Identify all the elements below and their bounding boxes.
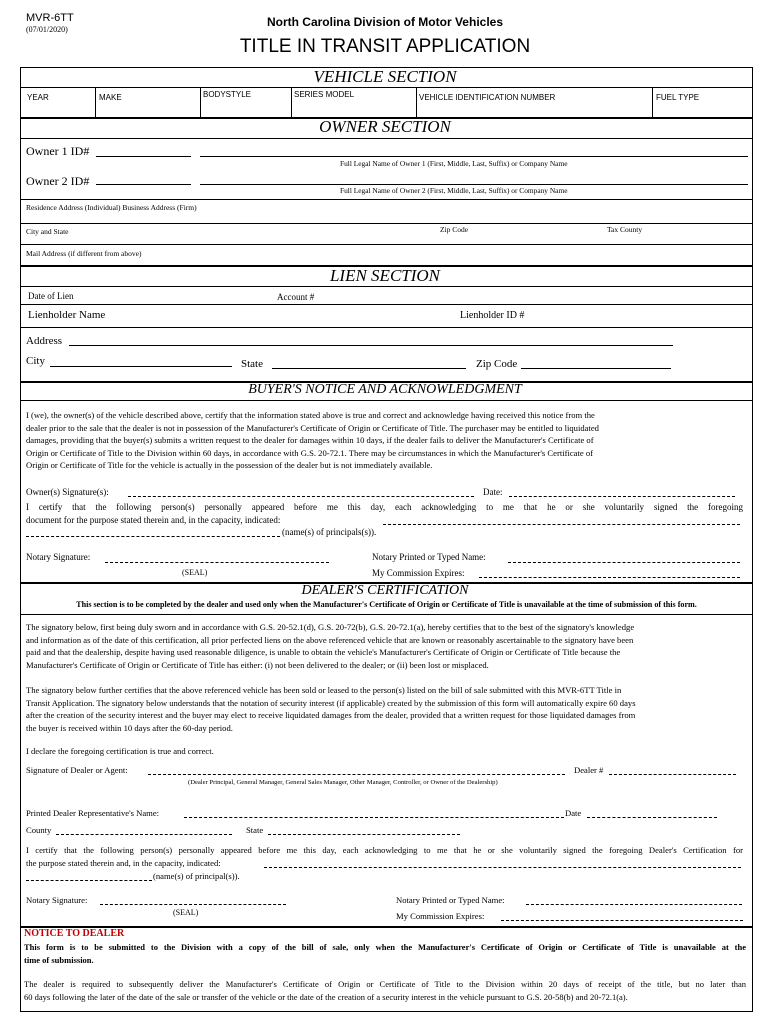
vehicle-col-vin: VEHICLE IDENTIFICATION NUMBER xyxy=(419,93,556,102)
owner-date-label: Date: xyxy=(483,487,503,497)
city-state-label: City and State xyxy=(26,227,69,236)
dealer-principals-field[interactable] xyxy=(26,880,152,881)
buyer-notary-printed-label: Notary Printed or Typed Name: xyxy=(372,552,486,562)
dealer-state-label: State xyxy=(246,825,264,835)
county-field[interactable] xyxy=(56,834,232,835)
buyer-notary-cert-line2: document for the purpose stated therein and, in the capacity, indicated: xyxy=(26,515,281,525)
owner2-id-field[interactable] xyxy=(96,184,191,185)
dealer-principals-label: (name(s) of principal(s)). xyxy=(153,871,240,881)
printed-rep-field[interactable] xyxy=(184,817,564,818)
dealer-state-field[interactable] xyxy=(268,834,460,835)
dealer-notary-cert-line2: the purpose stated therein and, in the capacity, indicated: xyxy=(26,858,221,868)
lien-address-label: Address xyxy=(26,335,63,347)
dealer-date-label: Date xyxy=(565,808,582,818)
notice-heading: NOTICE TO DEALER xyxy=(24,928,125,939)
buyer-seal-label: (SEAL) xyxy=(182,568,208,577)
buyer-section-heading: BUYER'S NOTICE AND ACKNOWLEDGMENT xyxy=(248,382,522,397)
buyer-notary-printed-field[interactable] xyxy=(508,562,740,563)
lien-zip-label: Zip Code xyxy=(476,358,518,370)
printed-rep-label: Printed Dealer Representative's Name: xyxy=(26,808,160,818)
dealer-notary-signature-label: Notary Signature: xyxy=(26,895,88,905)
zip-label: Zip Code xyxy=(440,225,469,234)
page-title: TITLE IN TRANSIT APPLICATION xyxy=(239,36,531,57)
dealer-notary-signature-field[interactable] xyxy=(100,904,286,905)
account-label: Account # xyxy=(277,292,315,302)
dealer-notary-cert-line1: I certify that the following person(s) personally appeared before me this day, each acknowledging to me that he or she voluntarily signed the foregoing Dealer's Certification for xyxy=(26,845,743,855)
owner2-id-label: Owner 2 ID# xyxy=(26,174,90,188)
owner2-name-caption: Full Legal Name of Owner 2 (First, Middle, Last, Suffix) or Company Name xyxy=(340,186,568,195)
dealer-date-field[interactable] xyxy=(587,817,717,818)
buyer-commission-field[interactable] xyxy=(479,577,740,578)
form-id: MVR-6TT xyxy=(26,12,74,24)
lien-city-field[interactable] xyxy=(50,366,232,367)
dealer-signature-caption: (Dealer Principal, General Manager, General Sales Manager, Other Manager, Controller, or Owner of the Dealership) xyxy=(188,779,498,786)
dealer-notary-printed-field[interactable] xyxy=(526,904,742,905)
buyer-notice-text: I (we), the owner(s) of the vehicle described above, certify that the information stated above is true and correct and acknowledge having received this notice from the dealer prior to the sale that the dealer is not in possession of the Manufacturer's Certificate of Origin or Certificate of Title. The purchaser may be entitled to liquidated damages, providing that the buyer(s) submits a written request to the dealer for damages within 10 days, if the dealer fails to deliver the Manufacturer's Certificate of Origin or Certificate of Title to the Division within 60 days, in accordance with G.S. 20-72.1. There may be circumstances in which the Manufacturer's Certificate of Origin or Certificate of Title for the vehicle is actually in the possession of the dealer but is not immediately available. xyxy=(26,410,599,471)
vehicle-section-heading: VEHICLE SECTION xyxy=(313,67,457,86)
dealer-declaration: I declare the foregoing certification is true and correct. xyxy=(26,746,214,756)
dealer-seal-label: (SEAL) xyxy=(173,908,199,917)
buyer-commission-label: My Commission Expires: xyxy=(372,568,465,578)
lien-state-label: State xyxy=(241,358,263,370)
owner-section-heading: OWNER SECTION xyxy=(319,117,451,136)
owner1-name-field[interactable] xyxy=(200,156,748,157)
vehicle-col-fuel: FUEL TYPE xyxy=(656,93,700,102)
lien-date-label: Date of Lien xyxy=(28,291,74,301)
buyer-principals-label: (name(s) of principals(s)). xyxy=(282,527,377,537)
dealer-notary-printed-label: Notary Printed or Typed Name: xyxy=(396,895,505,905)
lienholder-id-label: Lienholder ID # xyxy=(460,310,525,321)
vehicle-col-series: SERIES MODEL xyxy=(294,90,355,99)
owner2-name-field[interactable] xyxy=(200,184,748,185)
owner-signature-label: Owner(s) Signature(s): xyxy=(26,487,109,497)
mail-address-label: Mail Address (if different from above) xyxy=(26,249,142,258)
county-label: County xyxy=(26,825,52,835)
lien-city-label: City xyxy=(26,355,45,367)
notice-text-line2: 60 days following the later of the date of the sale or transfer of the vehicle or the date of the creation of a security interest in the vehicle pursuant to G.S. 20-58(b) and 20-72.1(a). xyxy=(24,992,628,1002)
lien-section-heading: LIEN SECTION xyxy=(329,266,441,285)
vehicle-col-year: YEAR xyxy=(27,93,49,102)
buyer-notary-cert-line1: I certify that the following person(s) personally appeared before me this day, each acknowledging to me that he or she voluntarily signed the foregoing xyxy=(26,502,743,512)
tax-county-label: Tax County xyxy=(607,225,643,234)
agency-name: North Carolina Division of Motor Vehicles xyxy=(266,15,504,29)
residence-address-field[interactable] xyxy=(20,213,753,223)
vehicle-col-bodystyle: BODYSTYLE xyxy=(203,90,252,99)
lien-address-field[interactable] xyxy=(69,345,673,346)
dealer-number-field[interactable] xyxy=(609,774,736,775)
form-date: (07/01/2020) xyxy=(26,25,68,34)
dealer-number-label: Dealer # xyxy=(574,765,604,775)
dealer-signature-label: Signature of Dealer or Agent: xyxy=(26,765,128,775)
buyer-principals-field[interactable] xyxy=(26,536,280,537)
residence-address-label: Residence Address (Individual) Business Address (Firm) xyxy=(26,203,197,212)
lien-zip-field[interactable] xyxy=(521,368,671,369)
dealer-paragraph-2: The signatory below further certifies that the above referenced vehicle has been sold or leased to the person(s) listed on the bill of sale submitted with this MVR-6TT Title in Transit Application. The signatory below understands that the notation of security interest (if applicable) created by the submission of this form will automatically expire 60 days after the creation of the security interest and the buyer may elect to receive liquidated damages from the dealer, provided that a written request for those liquidated damages from the buyer is received within 10 days after the 60-day period. xyxy=(26,685,636,733)
buyer-notary-signature-label: Notary Signature: xyxy=(26,552,91,562)
owner-signature-field[interactable] xyxy=(128,496,474,497)
owner-date-field[interactable] xyxy=(509,496,735,497)
lienholder-name-label: Lienholder Name xyxy=(28,309,106,321)
buyer-notary-signature-field[interactable] xyxy=(105,562,329,563)
dealer-signature-field[interactable] xyxy=(148,774,565,775)
dealer-paragraph-1: The signatory below, first being duly sworn and in accordance with G.S. 20-52.1(d), G.S. 20-72(b), G.S. 20-72.1(a), hereby certifies that to the best of the signatory's knowledge and information as of the date of this certification, all prior perfected liens on the above referenced vehicle that are known or reasonably ascertainable to the signatory have been paid and that the dealership, despite having used reasonable diligence, is unable to obtain the vehicle's Manufacturer's Certificate of Origin or Certificate of Title because the Manufacturer's Certificate of Origin or Certificate of Title has either: (i) not been delivered to the dealer; or (ii) been lost or misplaced. xyxy=(26,622,635,670)
dealer-capacity-field[interactable] xyxy=(264,867,741,868)
owner1-id-field[interactable] xyxy=(96,156,191,157)
dealer-commission-field[interactable] xyxy=(501,920,743,921)
owner1-name-caption: Full Legal Name of Owner 1 (First, Middle, Last, Suffix) or Company Name xyxy=(340,159,568,168)
owner1-id-label: Owner 1 ID# xyxy=(26,144,90,158)
notice-bold-line1: This form is to be submitted to the Division with a copy of the bill of sale, only when the Manufacturer's Certificate of Origin or Certificate of Title is unavailable at the xyxy=(24,942,746,952)
notice-text-line1: The dealer is required to subsequently deliver the Manufacturer's Certificate of Origin or Certificate of Title to the Division within 20 days of receipt of the title, but no later than xyxy=(24,979,746,989)
dealer-commission-label: My Commission Expires: xyxy=(396,911,485,921)
buyer-capacity-field[interactable] xyxy=(383,524,740,525)
vehicle-col-make: MAKE xyxy=(99,93,122,102)
lien-state-field[interactable] xyxy=(272,368,466,369)
notice-bold-line2: time of submission. xyxy=(24,955,94,965)
dealer-subtitle: This section is to be completed by the dealer and used only when the Manufacturer's Certificate of Origin or Certificate of Title is unavailable at the time of submission of this form. xyxy=(76,600,697,609)
dealer-section-heading: DEALER'S CERTIFICATION xyxy=(301,583,469,598)
